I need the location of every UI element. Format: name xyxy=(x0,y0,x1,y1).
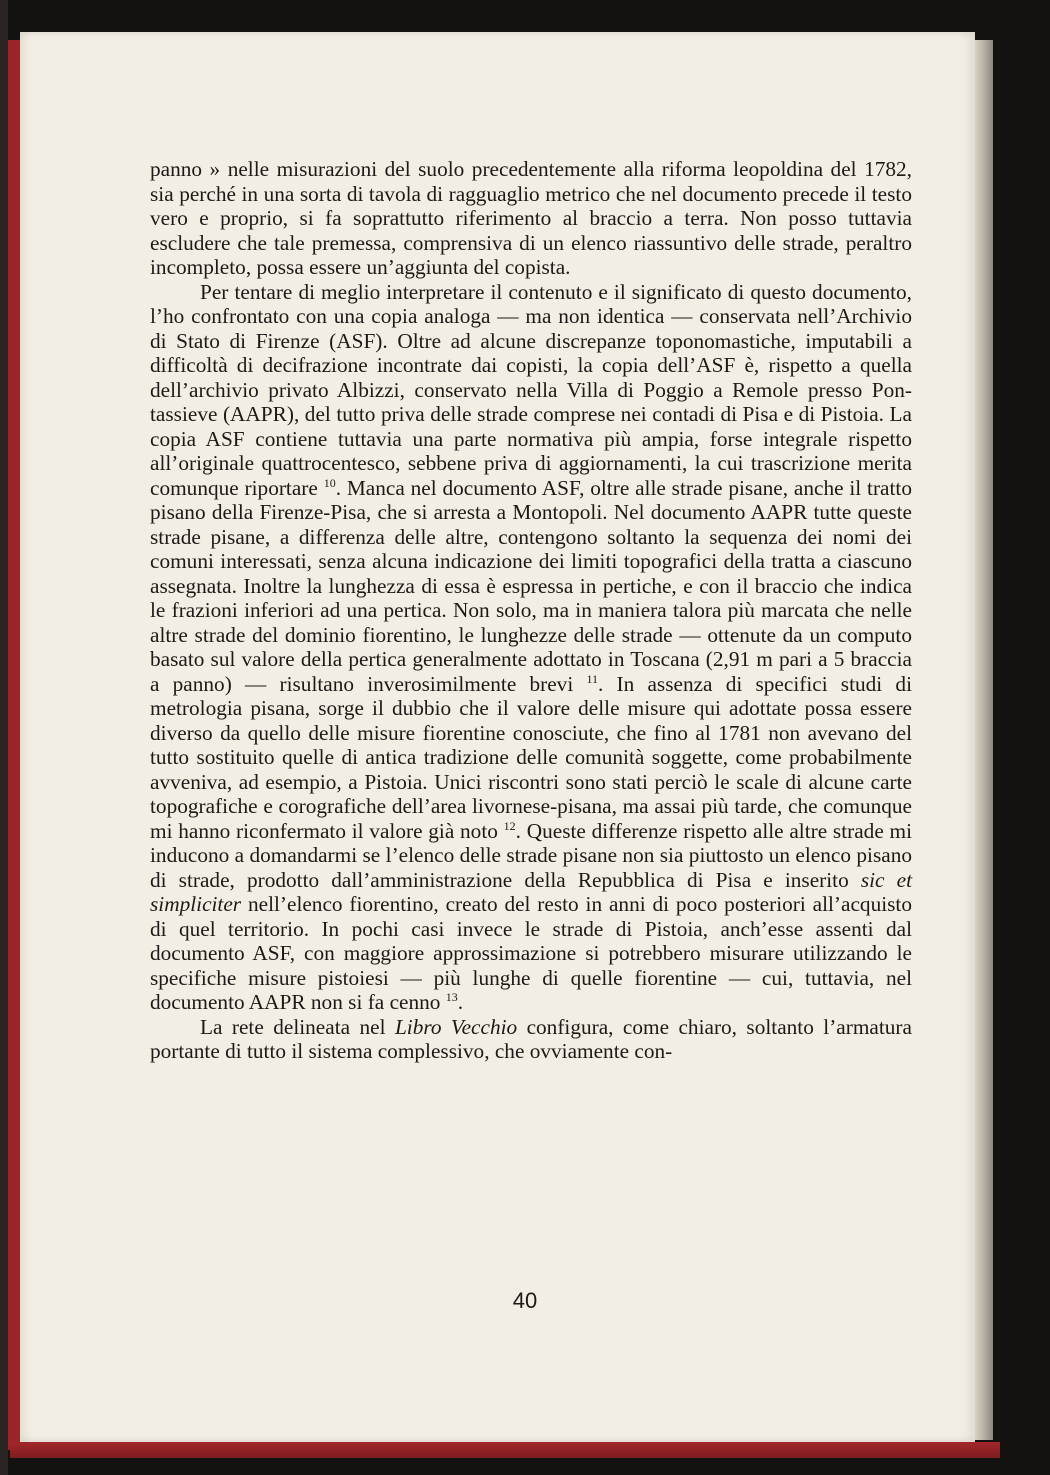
paragraph-1 xyxy=(150,157,912,280)
text-run: nell’elenco fiorentino, creato del resto in anni di poco posteriori all’acquisto di quel territorio. In pochi casi invece le strade di Pistoia, anch’esse assenti dal documento ASF, con maggiore approssimazione si potrebbero misurare utilizzando le specifiche misure pistoiesi — più lunghe di quelle fiorentine — cui, tuttavia, nel documento AAPR non si fa cenno xyxy=(150,892,912,1014)
text-run: panno » nelle misurazioni del suolo precedentemente alla riforma leopoldina del 1782, sia perché in una sorta di tavola di ragguaglio metrico che nel documento precede il testo vero e proprio, si fa soprattutto riferimento al braccio a terra. Non posso tuttavia escludere che tale premessa, comprensiva di un elenco riassuntivo delle strade, peraltro incompleto, possa essere un’aggiunta del copista. xyxy=(150,157,912,279)
footnote-ref: 11 xyxy=(586,671,598,686)
spine-shadow xyxy=(0,0,8,1475)
italic-text: sic et simpliciter xyxy=(150,867,912,916)
text-run: . In assenza di specifici studi di metrologia pisana, sorge il dubbio che il valore delle misure qui adottate possa essere diverso da quello delle misure fiorentine conosciute, che fino al 1781 non avevano del tutto sostituito quelle di antica tradizione delle comunità soggette, come probabilmente avveniva, ad esempio, a Pistoia. Unici riscontri sono stati perciò le scale di alcune carte topografiche e corografiche dell’area livornese-pisana, ma assai più tarde, che comunque mi hanno riconfermato il valore già noto xyxy=(150,671,912,843)
italic-text: Libro Vecchio xyxy=(394,1014,518,1039)
paragraph-3 xyxy=(150,1015,912,1064)
text-run: Per tentare di meglio interpretare il contenuto e il significato di questo documento, l’ho confrontato con una copia analoga — ma non identica — conservata nell’Archivio di Stato di Firenze (ASF). Oltre ad alcune discrepanze toponomastiche, imputabili a difficoltà di decifrazione incontrate dai copisti, la copia dell’ASF è, rispetto a quella dell’archivio privato Albizzi, conservato nella Villa di Poggio a Remole presso Pontassieve (AAPR), del tutto priva delle strade comprese nei contadi di Pisa e di Pistoia. La copia ASF contiene tuttavia una parte normativa più ampia, forse integrale rispetto all’originale quattrocentesco, sebbene priva di aggiornamenti, la cui trascrizione merita comunque riportare xyxy=(150,279,912,500)
text-run: configura, come chiaro, soltanto l’armatura portante di tutto il sistema complessivo, che ovviamente con- xyxy=(150,1014,912,1063)
book-cover-left-edge xyxy=(8,40,20,1450)
footnote-ref: 12 xyxy=(503,818,516,833)
page-number: 40 xyxy=(512,1288,538,1313)
footnote-ref: 13 xyxy=(445,990,458,1004)
page-stack-edge xyxy=(975,40,993,1440)
text-run: La rete delineata nel xyxy=(200,1014,395,1039)
paragraph-2 xyxy=(150,280,912,1015)
text-run: . xyxy=(457,990,464,1014)
footnote-ref: 10 xyxy=(323,475,336,490)
text-run: . Queste differenze rispetto alle altre strade mi inducono a domandarmi se l’elenco delle strade pisane non sia piuttosto un elenco pisano di strade, prodotto dall’amministrazione della Repubblica di Pisa e inserito xyxy=(150,818,913,892)
body-text xyxy=(150,157,912,1064)
book-cover-bottom-edge xyxy=(10,1442,1000,1458)
text-run: . Manca nel documento ASF, oltre alle strade pisane, anche il tratto pisano della Firenze-Pisa, che si arresta a Montopoli. Nel documento AAPR tutte queste strade pisane, a differenza delle altre, contengono soltanto la sequenza dei nomi dei comuni interessati, senza alcuna indicazione dei limiti topografici della tratta a ciascuno assegnata. Inoltre la lunghezza di essa è espressa in pertiche, e con il braccio che indica le frazioni inferiori ad una pertica. Non solo, ma in maniera talora più marcata che nelle altre strade del dominio fiorentino, le lunghezze delle strade — ottenute da un computo basato sul valore della pertica generalmente adottato in Toscana (2,91 m pari a 5 braccia a panno) — risultano inverosimilmente brevi xyxy=(150,475,912,696)
